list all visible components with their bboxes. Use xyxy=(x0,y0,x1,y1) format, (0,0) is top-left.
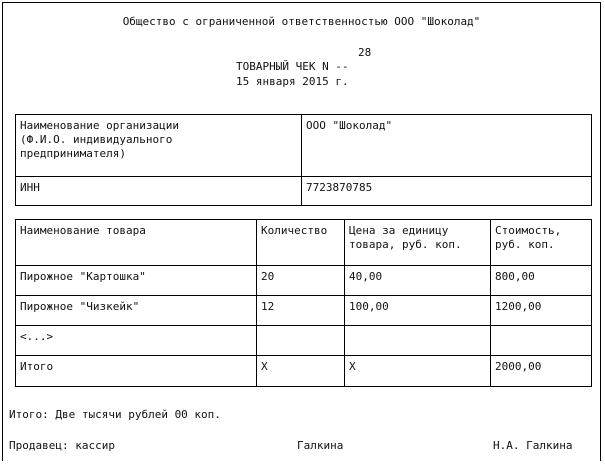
table-row xyxy=(16,296,592,326)
quantity-cell xyxy=(257,326,345,356)
column-header-item-name: Наименование товара xyxy=(16,220,257,266)
org-name-value: ООО "Шоколад" xyxy=(302,115,592,177)
table-header-row xyxy=(16,220,592,266)
seller-role: Продавец: кассир xyxy=(9,439,115,452)
seller-signature: Н.А. Галкина xyxy=(493,439,573,452)
total-cost-cell: 2000,00 xyxy=(491,356,592,387)
org-name-label: Наименование организации (Ф.И.О. индивидуального предпринимателя) xyxy=(16,115,302,177)
unit-price-cell: 100,00 xyxy=(345,296,491,326)
quantity-cell: 12 xyxy=(257,296,345,326)
cost-cell xyxy=(491,326,592,356)
unit-price-cell xyxy=(345,326,491,356)
total-quantity-cell: X xyxy=(257,356,345,387)
column-header-cost: Стоимость, руб. коп. xyxy=(491,220,592,266)
org-name-row xyxy=(16,115,592,177)
total-price-cell: X xyxy=(345,356,491,387)
seller-name: Галкина xyxy=(297,439,344,452)
item-name-cell: Пирожное "Чизкейк" xyxy=(16,296,257,326)
receipt-date: 15 января 2015 г. xyxy=(236,75,349,88)
inn-label: ИНН xyxy=(16,177,302,206)
organization-title: Общество с ограниченной ответственностью ООО "Шоколад" xyxy=(122,15,481,28)
column-header-quantity: Количество xyxy=(257,220,345,266)
inn-row xyxy=(16,177,592,206)
cost-cell: 800,00 xyxy=(491,266,592,296)
inn-value: 7723870785 xyxy=(302,177,592,206)
item-name-cell: Пирожное "Картошка" xyxy=(16,266,257,296)
total-row xyxy=(16,356,592,387)
unit-price-cell: 40,00 xyxy=(345,266,491,296)
receipt-title: ТОВАРНЫЙ ЧЕК N -- xyxy=(236,60,349,73)
cost-cell: 1200,00 xyxy=(491,296,592,326)
goods-table xyxy=(15,219,592,387)
receipt-number: 28 xyxy=(358,46,372,59)
quantity-cell: 20 xyxy=(257,266,345,296)
table-row xyxy=(16,266,592,296)
table-row xyxy=(16,326,592,356)
organization-info-table xyxy=(15,114,592,206)
total-in-words: Итого: Две тысячи рублей 00 коп. xyxy=(9,408,221,421)
total-label-cell: Итого xyxy=(16,356,257,387)
receipt-document xyxy=(2,2,601,461)
column-header-unit-price: Цена за единицу товара, руб. коп. xyxy=(345,220,491,266)
item-name-cell: <...> xyxy=(16,326,257,356)
